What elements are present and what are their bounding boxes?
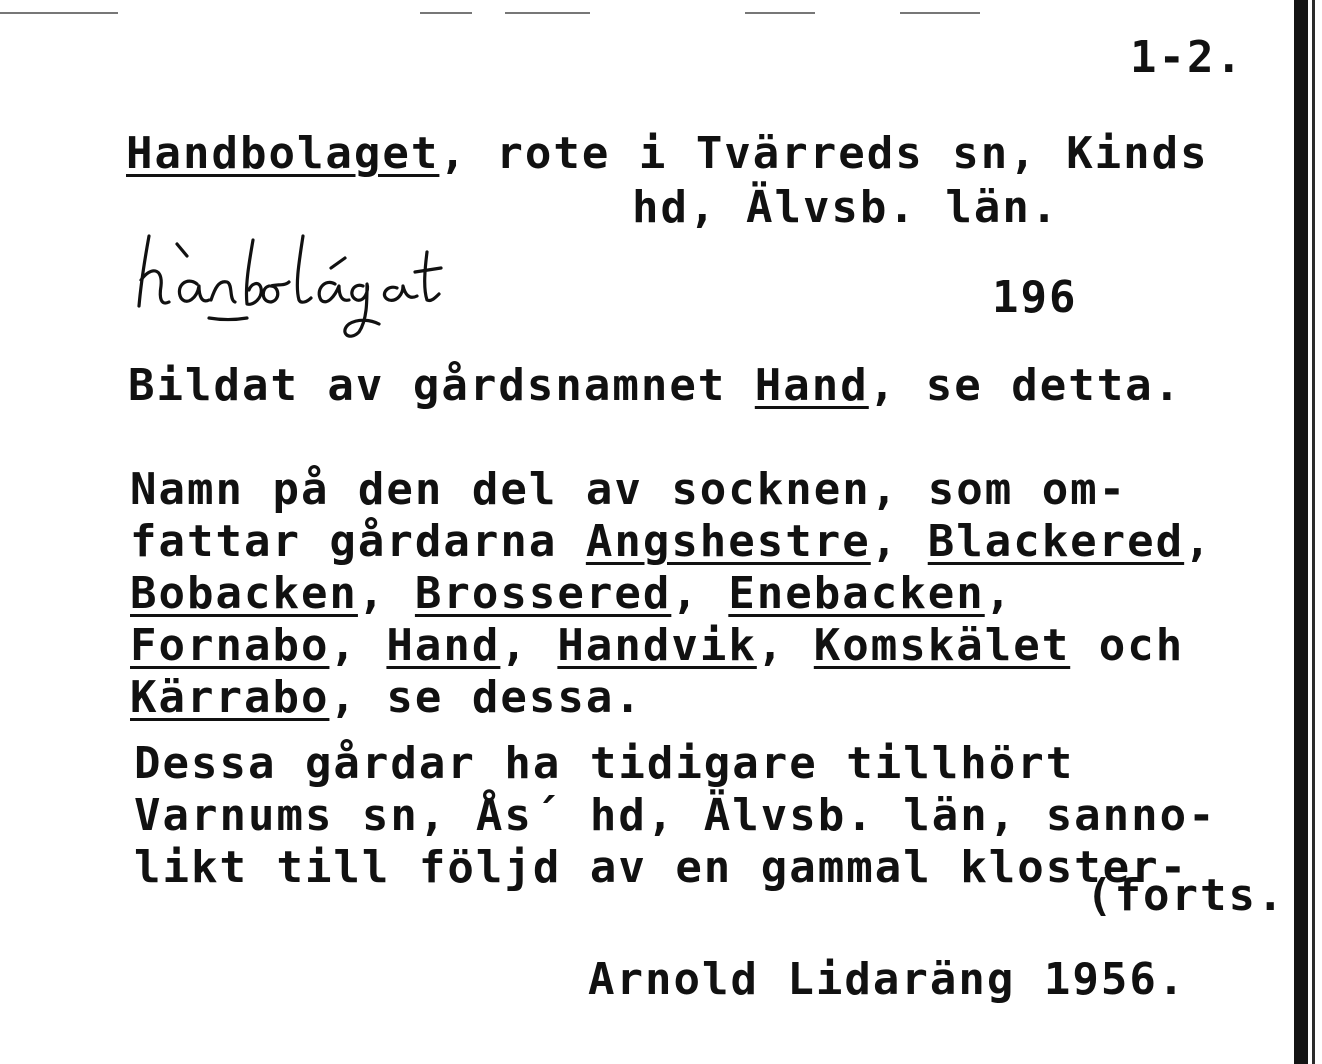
farm-name: Bobacken <box>130 568 358 619</box>
farm-name: Blackered <box>927 516 1185 567</box>
heading-location: , rote i Tvärreds sn, Kinds <box>439 128 1209 179</box>
card-edge-line <box>1312 0 1315 1064</box>
reference-number: 196 <box>992 272 1078 323</box>
farm-name: Kärrabo <box>130 672 330 723</box>
description-line-3 <box>130 568 1014 619</box>
description-end: , se dessa. <box>329 672 643 723</box>
separator: , <box>756 620 814 671</box>
heading-line-2: hd, Älvsb. län. <box>632 182 1060 233</box>
card-edge-shadow <box>1294 0 1308 1064</box>
conjunction: och <box>1070 620 1185 671</box>
farm-name: Hand <box>386 620 501 671</box>
top-edge-mark <box>900 12 980 14</box>
signature-line: Arnold Lidaräng 1956. <box>588 954 1187 1005</box>
top-edge-mark <box>745 12 815 14</box>
separator: , <box>500 620 558 671</box>
description-line-1: Namn på den del av socknen, som om- <box>130 464 1128 515</box>
separator: , <box>671 568 729 619</box>
history-line-1: Dessa gårdar ha tidigare tillhört <box>134 738 1075 789</box>
heading-name: Handbolaget <box>126 128 440 179</box>
farm-name: Angshestre <box>585 516 871 567</box>
description-line-5 <box>130 672 643 723</box>
continued-note: (forts. <box>1086 870 1286 921</box>
reference-link-hand: Hand <box>754 360 869 411</box>
heading-line-1 <box>126 128 1209 179</box>
top-edge-mark <box>505 12 590 14</box>
top-edge-mark <box>0 12 118 14</box>
history-line-3: likt till följd av en gammal kloster- <box>134 842 1189 893</box>
description-text: fattar gårdarna <box>130 516 586 567</box>
history-line-2: Varnums sn, Ås´ hd, Älvsb. län, sanno- <box>134 790 1217 841</box>
separator: , <box>329 620 387 671</box>
derivation-text-end: , se detta. <box>868 360 1183 411</box>
top-edge-mark <box>420 12 472 14</box>
separator: , <box>870 516 928 567</box>
farm-name: Brossered <box>414 568 672 619</box>
description-line-4 <box>130 620 1185 671</box>
page-number: 1-2. <box>1130 32 1244 83</box>
farm-name: Handvik <box>557 620 757 671</box>
separator: , <box>984 568 1014 619</box>
description-line-2 <box>130 516 1213 567</box>
derivation-text: Bildat av gårdsnamnet <box>128 360 755 411</box>
separator: , <box>1184 516 1213 567</box>
farm-name: Komskälet <box>813 620 1071 671</box>
farm-name: Fornabo <box>130 620 330 671</box>
derivation-line <box>128 360 1183 411</box>
separator: , <box>357 568 415 619</box>
farm-name: Enebacken <box>728 568 985 619</box>
handwritten-pronunciation <box>135 228 605 348</box>
